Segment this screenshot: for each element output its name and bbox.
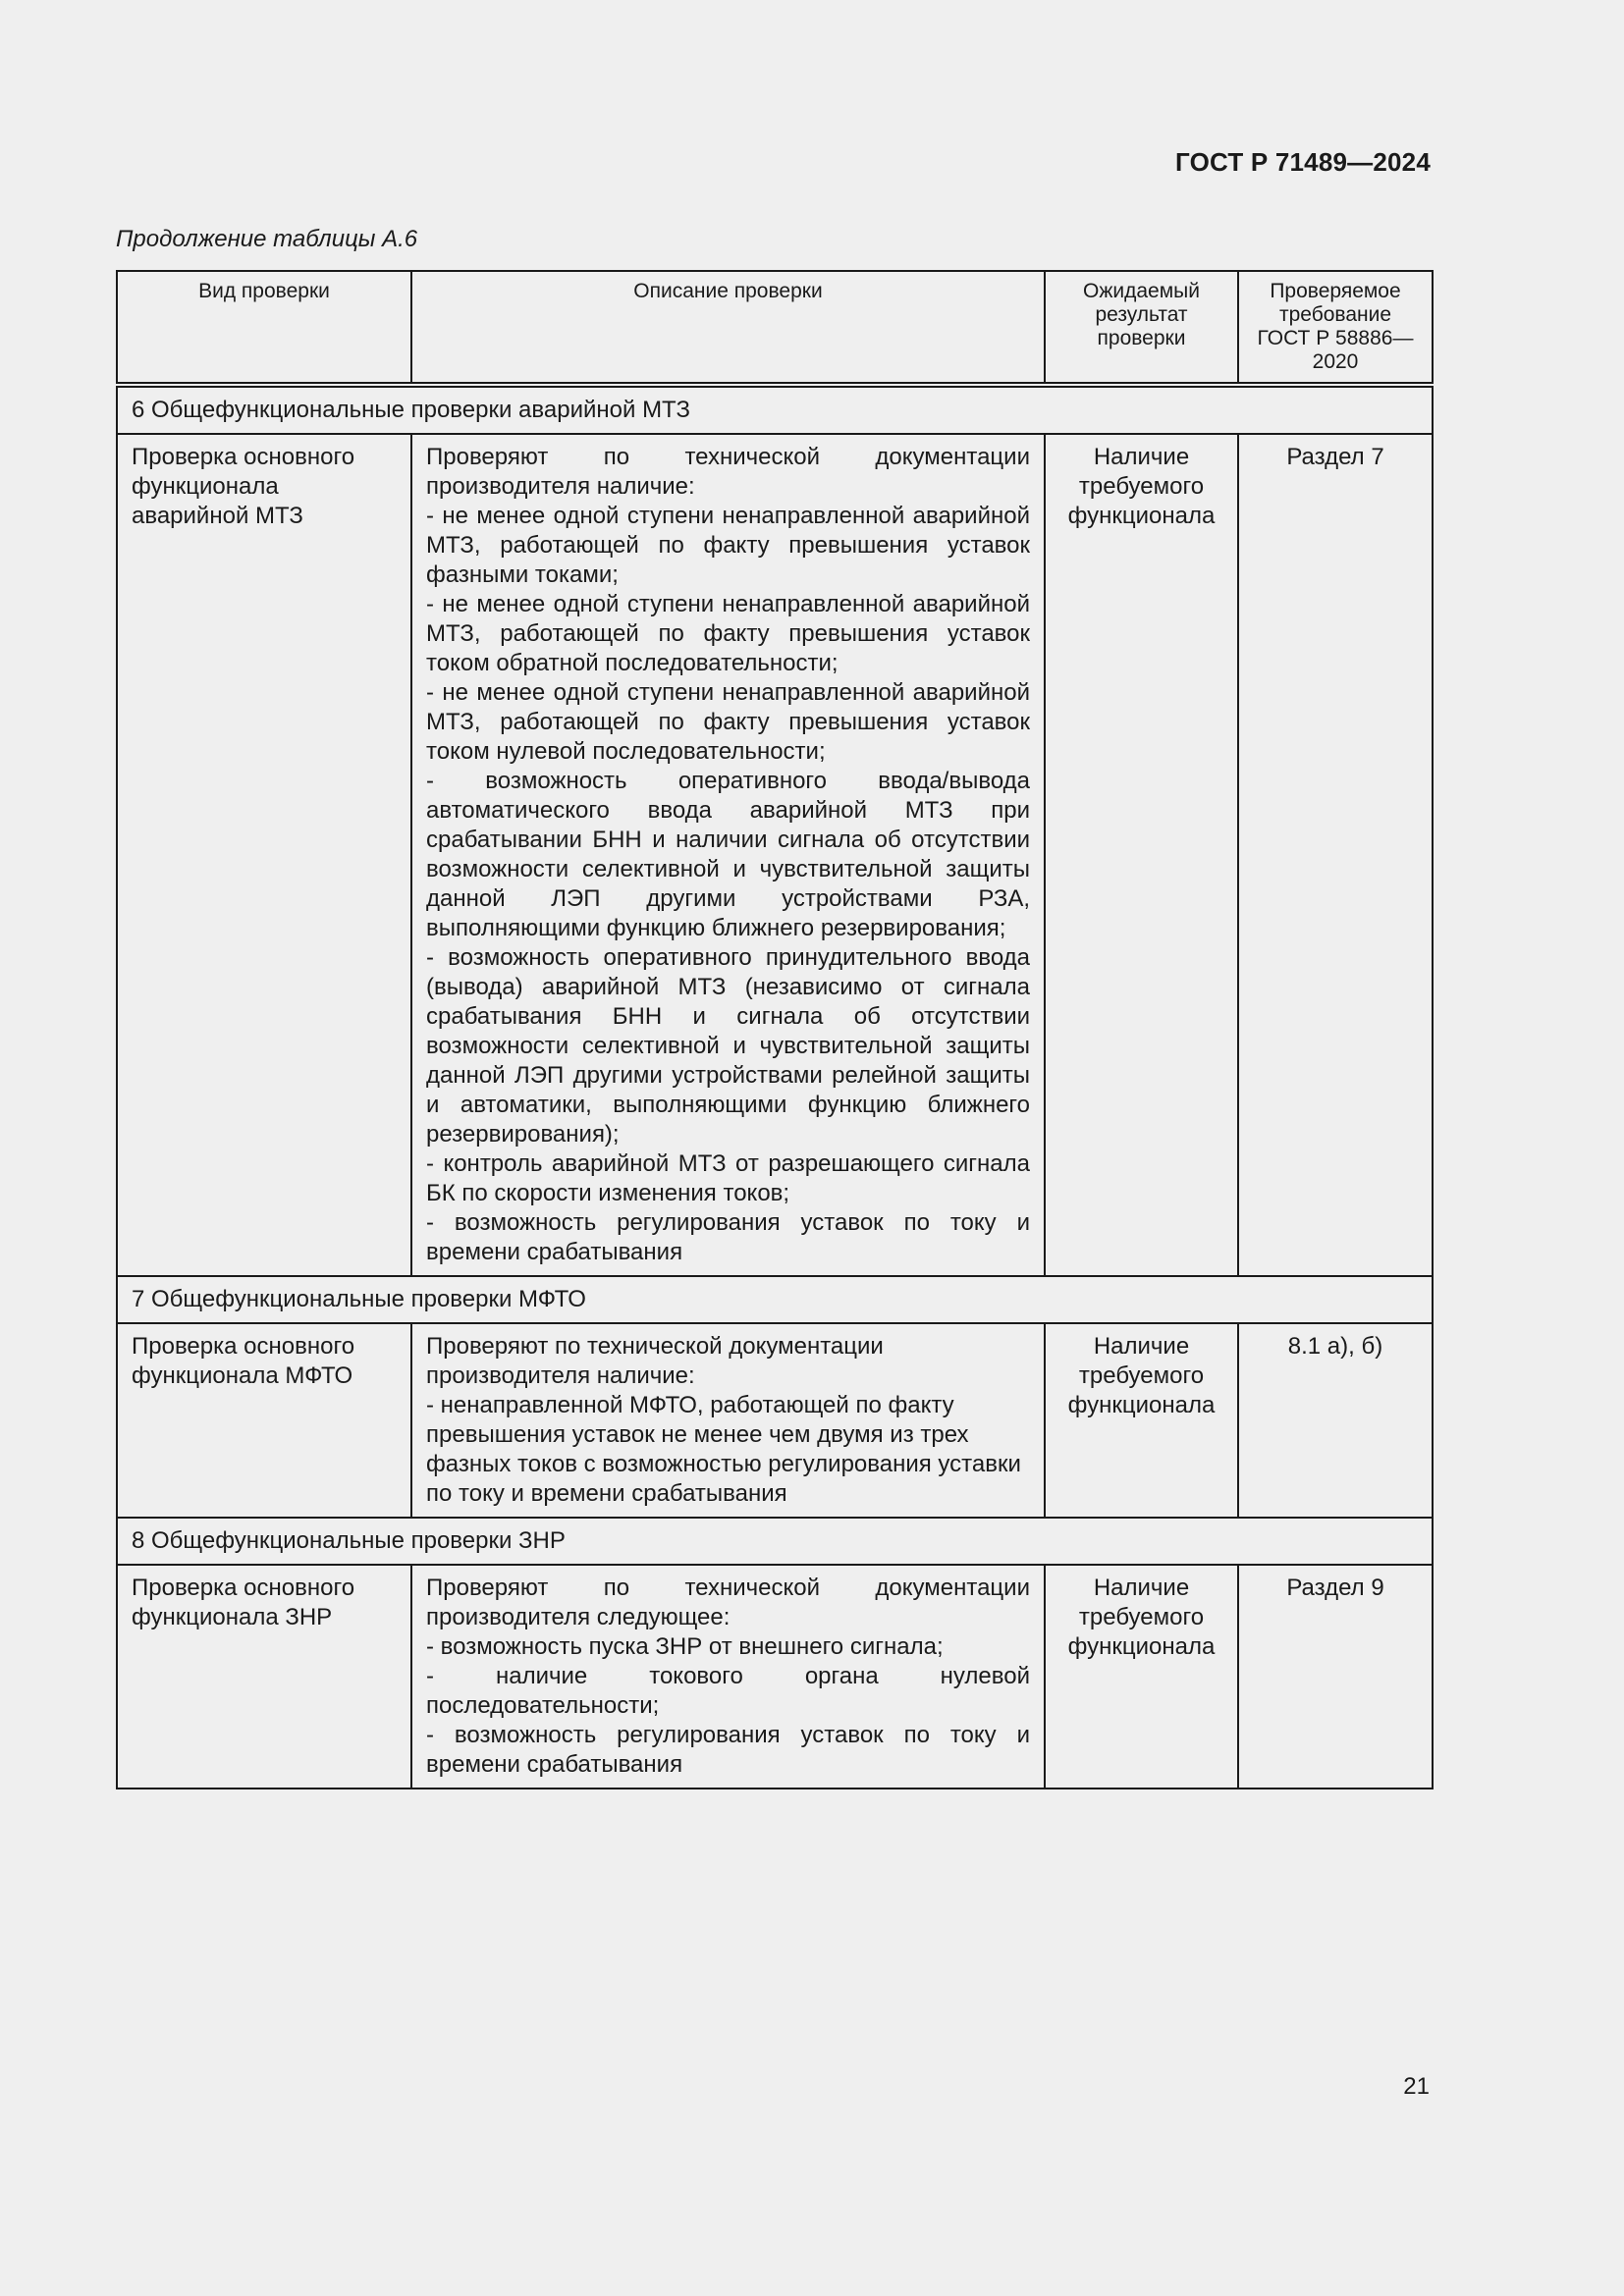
- table-row: [117, 1565, 1433, 1789]
- table-row: [117, 434, 1433, 1276]
- section-row: [117, 385, 1433, 434]
- description-line: Проверяют по технической документации производителя наличие:: [426, 1333, 884, 1389]
- requirement-cell: Раздел 9: [1238, 1565, 1433, 1789]
- column-header-description: Описание проверки: [411, 271, 1045, 385]
- section-row: [117, 1276, 1433, 1323]
- description-line: Проверяют по технической документации производителя следующее:: [426, 1575, 1030, 1630]
- section-title: 7 Общефункциональные проверки МФТО: [117, 1276, 1433, 1323]
- check-type-cell: Проверка основного функционала ЗНР: [117, 1565, 411, 1789]
- description-line: - возможность оперативного принудительного ввода (вывода) аварийной МТЗ (независимо от сигнала срабатывания БНН и сигнала об отсутствии возможности селективной и чувствительной защиты данной ЛЭП другими устройствами релейной защиты и автоматики, выполняющими функцию ближнего резервирования);: [426, 944, 1030, 1148]
- description-line: - наличие токового органа нулевой последовательности;: [426, 1663, 1030, 1719]
- verification-table: [116, 270, 1434, 1789]
- requirement-cell: Раздел 7: [1238, 434, 1433, 1276]
- column-header-requirement: Проверяемое требование ГОСТ Р 58886—2020: [1238, 271, 1433, 385]
- check-description-cell: [411, 1565, 1045, 1789]
- description-line: - контроль аварийной МТЗ от разрешающего сигнала БК по скорости изменения токов;: [426, 1150, 1030, 1206]
- section-row: [117, 1518, 1433, 1565]
- expected-result-cell: Наличие требуемого функционала: [1045, 434, 1238, 1276]
- expected-result-cell: Наличие требуемого функционала: [1045, 1323, 1238, 1518]
- description-line: - не менее одной ступени ненаправленной аварийной МТЗ, работающей по факту превышения уставок током нулевой последовательности;: [426, 679, 1030, 765]
- description-line: - возможность регулирования уставок по току и времени срабатывания: [426, 1722, 1030, 1778]
- section-title: 8 Общефункциональные проверки ЗНР: [117, 1518, 1433, 1565]
- check-type-cell: Проверка основного функционала МФТО: [117, 1323, 411, 1518]
- check-description-cell: [411, 434, 1045, 1276]
- description-line: Проверяют по технической документации производителя наличие:: [426, 444, 1030, 500]
- document-number-header: ГОСТ Р 71489—2024: [1175, 147, 1431, 177]
- table-header-row: [117, 271, 1433, 385]
- check-type-cell: Проверка основного функционала аварийной МТЗ: [117, 434, 411, 1276]
- check-description-cell: [411, 1323, 1045, 1518]
- description-line: - возможность оперативного ввода/вывода автоматического ввода аварийной МТЗ при срабатывании БНН и наличии сигнала об отсутствии возможности селективной и чувствительной защиты данной ЛЭП другими устройствами РЗА, выполняющими функцию ближнего резервирования;: [426, 768, 1030, 941]
- column-header-type: Вид проверки: [117, 271, 411, 385]
- column-header-result: Ожидаемый результат проверки: [1045, 271, 1238, 385]
- description-line: - возможность регулирования уставок по току и времени срабатывания: [426, 1209, 1030, 1265]
- page-number: 21: [1403, 2073, 1430, 2100]
- description-line: - возможность пуска ЗНР от внешнего сигнала;: [426, 1633, 944, 1660]
- description-line: - ненаправленной МФТО, работающей по факту превышения уставок не менее чем двумя из трех фазных токов с возможностью регулирования уставки по току и времени срабатывания: [426, 1392, 1021, 1507]
- description-line: - не менее одной ступени ненаправленной аварийной МТЗ, работающей по факту превышения уставок током обратной последовательности;: [426, 591, 1030, 676]
- description-line: - не менее одной ступени ненаправленной аварийной МТЗ, работающей по факту превышения уставок фазными токами;: [426, 503, 1030, 588]
- expected-result-cell: Наличие требуемого функционала: [1045, 1565, 1238, 1789]
- table-caption: Продолжение таблицы А.6: [116, 226, 418, 252]
- table-row: [117, 1323, 1433, 1518]
- section-title: 6 Общефункциональные проверки аварийной МТЗ: [117, 385, 1433, 434]
- requirement-cell: 8.1 а), б): [1238, 1323, 1433, 1518]
